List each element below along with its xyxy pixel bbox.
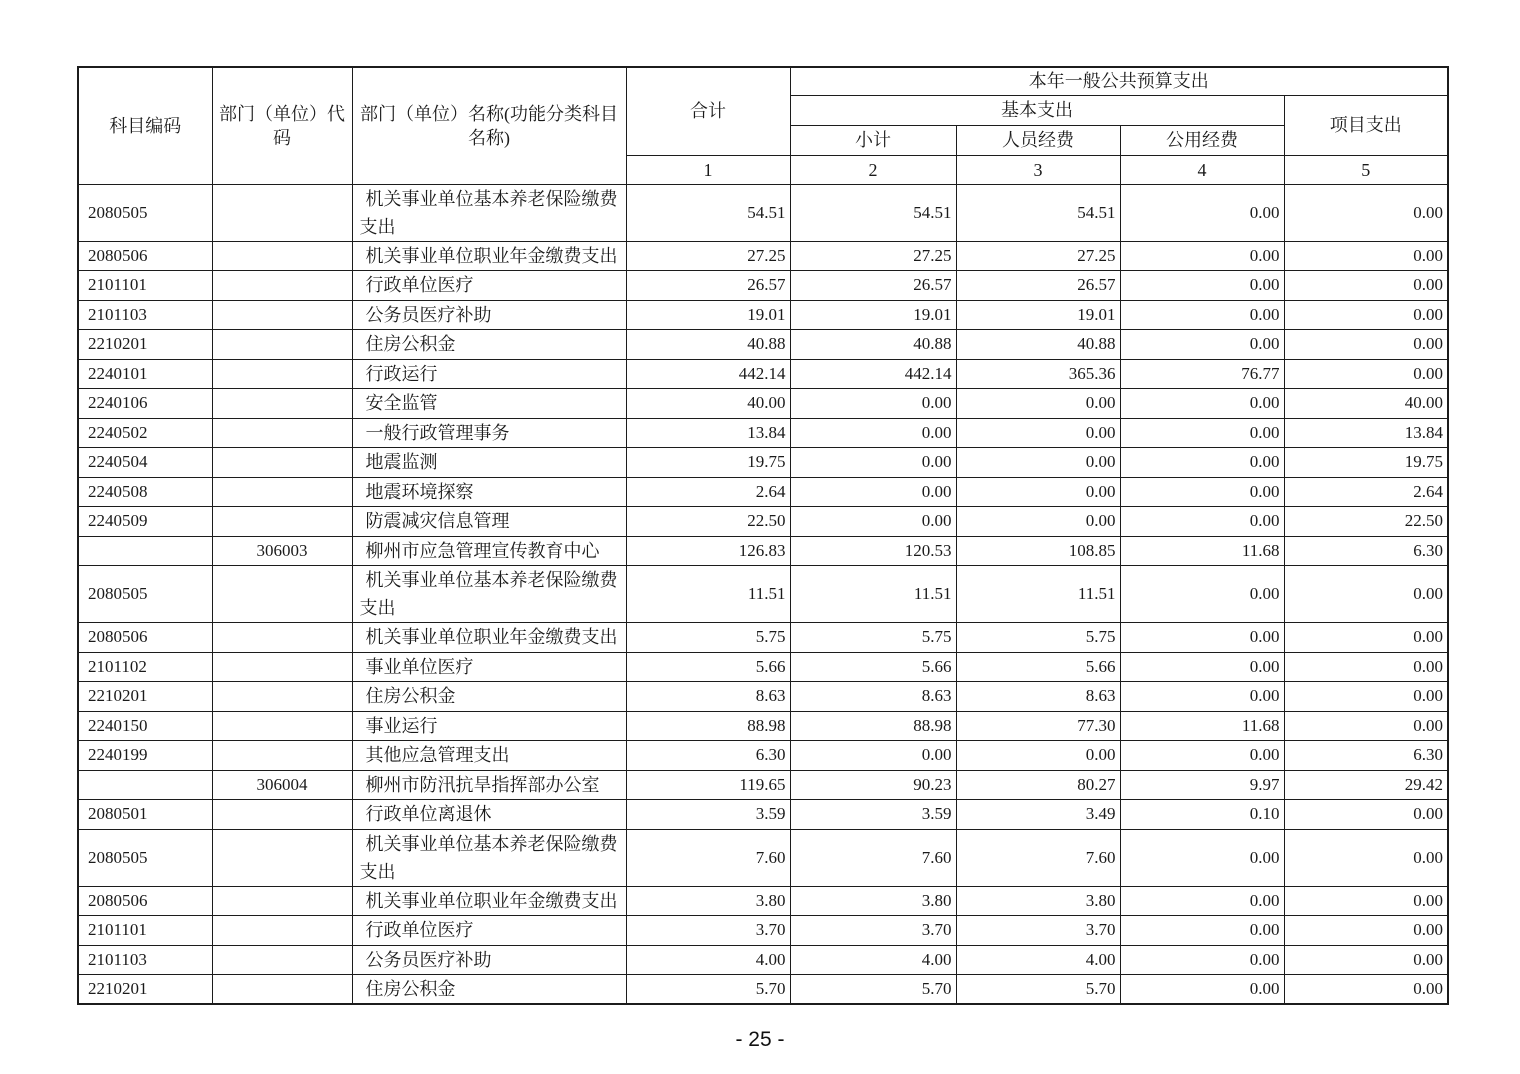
- public-funds-cell: 0.00: [1120, 507, 1284, 537]
- subject-code-cell: 2210201: [78, 330, 212, 360]
- total-cell: 26.57: [626, 271, 790, 301]
- total-cell: 119.65: [626, 770, 790, 800]
- subject-code-cell: 2240106: [78, 389, 212, 419]
- total-cell: 40.88: [626, 330, 790, 360]
- table-row: [78, 566, 1448, 623]
- subject-code-cell: 2240509: [78, 507, 212, 537]
- project-cell: 0.00: [1284, 886, 1448, 916]
- public-funds-cell: 0.00: [1120, 330, 1284, 360]
- dept-name-cell: 地震监测: [352, 448, 626, 478]
- project-cell: 0.00: [1284, 711, 1448, 741]
- personnel-cell: 77.30: [956, 711, 1120, 741]
- table-row: [78, 886, 1448, 916]
- header-col-number-4: 4: [1120, 155, 1284, 184]
- public-funds-cell: 0.00: [1120, 448, 1284, 478]
- dept-name-cell: 一般行政管理事务: [352, 418, 626, 448]
- subject-code-cell: 2210201: [78, 975, 212, 1005]
- table-row: [78, 359, 1448, 389]
- total-cell: 5.66: [626, 652, 790, 682]
- project-cell: 19.75: [1284, 448, 1448, 478]
- dept-name-cell: 机关事业单位职业年金缴费支出: [352, 241, 626, 271]
- subject-code-cell: [78, 536, 212, 566]
- personnel-cell: 5.70: [956, 975, 1120, 1005]
- total-cell: 6.30: [626, 741, 790, 771]
- personnel-cell: 3.80: [956, 886, 1120, 916]
- dept-name-cell: 住房公积金: [352, 682, 626, 712]
- project-cell: 0.00: [1284, 829, 1448, 886]
- dept-code-cell: [212, 566, 352, 623]
- header-subject-code: 科目编码: [78, 67, 212, 184]
- project-cell: 0.00: [1284, 184, 1448, 241]
- dept-name-cell: 行政单位离退休: [352, 800, 626, 830]
- public-funds-cell: 0.00: [1120, 682, 1284, 712]
- personnel-cell: 0.00: [956, 448, 1120, 478]
- personnel-cell: 3.70: [956, 916, 1120, 946]
- dept-name-cell: 安全监管: [352, 389, 626, 419]
- personnel-cell: 108.85: [956, 536, 1120, 566]
- table-row: [78, 536, 1448, 566]
- public-funds-cell: 0.00: [1120, 389, 1284, 419]
- total-cell: 7.60: [626, 829, 790, 886]
- personnel-cell: 0.00: [956, 507, 1120, 537]
- table-row: [78, 418, 1448, 448]
- dept-name-cell: 机关事业单位职业年金缴费支出: [352, 886, 626, 916]
- table-header: [78, 67, 1448, 184]
- public-funds-cell: 0.00: [1120, 271, 1284, 301]
- table-row: [78, 711, 1448, 741]
- total-cell: 5.70: [626, 975, 790, 1005]
- subject-code-cell: [78, 770, 212, 800]
- dept-name-cell: 行政运行: [352, 359, 626, 389]
- dept-code-cell: [212, 389, 352, 419]
- table-row: [78, 507, 1448, 537]
- dept-code-cell: [212, 829, 352, 886]
- subject-code-cell: 2101103: [78, 945, 212, 975]
- subtotal-cell: 26.57: [790, 271, 956, 301]
- total-cell: 3.80: [626, 886, 790, 916]
- project-cell: 29.42: [1284, 770, 1448, 800]
- subject-code-cell: 2080501: [78, 800, 212, 830]
- project-cell: 0.00: [1284, 652, 1448, 682]
- dept-name-cell: 柳州市防汛抗旱指挥部办公室: [352, 770, 626, 800]
- total-cell: 11.51: [626, 566, 790, 623]
- personnel-cell: 4.00: [956, 945, 1120, 975]
- personnel-cell: 3.49: [956, 800, 1120, 830]
- subtotal-cell: 3.80: [790, 886, 956, 916]
- personnel-cell: 80.27: [956, 770, 1120, 800]
- total-cell: 3.59: [626, 800, 790, 830]
- public-funds-cell: 11.68: [1120, 536, 1284, 566]
- dept-code-cell: [212, 652, 352, 682]
- total-cell: 27.25: [626, 241, 790, 271]
- dept-name-cell: 机关事业单位基本养老保险缴费支出: [352, 184, 626, 241]
- total-cell: 19.01: [626, 300, 790, 330]
- subtotal-cell: 40.88: [790, 330, 956, 360]
- public-funds-cell: 0.00: [1120, 241, 1284, 271]
- total-cell: 22.50: [626, 507, 790, 537]
- header-col-number-1: 1: [626, 155, 790, 184]
- dept-code-cell: 306004: [212, 770, 352, 800]
- project-cell: 2.64: [1284, 477, 1448, 507]
- table-row: [78, 800, 1448, 830]
- public-funds-cell: 76.77: [1120, 359, 1284, 389]
- dept-name-cell: 其他应急管理支出: [352, 741, 626, 771]
- dept-code-cell: [212, 682, 352, 712]
- subtotal-cell: 5.70: [790, 975, 956, 1005]
- personnel-cell: 26.57: [956, 271, 1120, 301]
- subject-code-cell: 2240504: [78, 448, 212, 478]
- project-cell: 0.00: [1284, 300, 1448, 330]
- header-row-1: [78, 67, 1448, 95]
- total-cell: 3.70: [626, 916, 790, 946]
- total-cell: 54.51: [626, 184, 790, 241]
- personnel-cell: 5.75: [956, 623, 1120, 653]
- personnel-cell: 0.00: [956, 418, 1120, 448]
- header-basic-group: 基本支出: [790, 95, 1284, 125]
- subtotal-cell: 3.59: [790, 800, 956, 830]
- header-personnel: 人员经费: [956, 125, 1120, 155]
- project-cell: 0.00: [1284, 566, 1448, 623]
- dept-name-cell: 行政单位医疗: [352, 916, 626, 946]
- table-row: [78, 945, 1448, 975]
- table-row: [78, 300, 1448, 330]
- subject-code-cell: 2240508: [78, 477, 212, 507]
- dept-code-cell: [212, 886, 352, 916]
- subtotal-cell: 19.01: [790, 300, 956, 330]
- dept-code-cell: [212, 916, 352, 946]
- public-funds-cell: 0.10: [1120, 800, 1284, 830]
- public-funds-cell: 0.00: [1120, 741, 1284, 771]
- table-body: [78, 184, 1448, 1004]
- project-cell: 0.00: [1284, 800, 1448, 830]
- personnel-cell: 8.63: [956, 682, 1120, 712]
- table-row: [78, 271, 1448, 301]
- table-row: [78, 829, 1448, 886]
- personnel-cell: 27.25: [956, 241, 1120, 271]
- header-budget-group: 本年一般公共预算支出: [790, 67, 1448, 95]
- total-cell: 4.00: [626, 945, 790, 975]
- dept-name-cell: 事业运行: [352, 711, 626, 741]
- dept-name-cell: 机关事业单位基本养老保险缴费支出: [352, 566, 626, 623]
- project-cell: 22.50: [1284, 507, 1448, 537]
- header-total: 合计: [626, 67, 790, 155]
- subject-code-cell: 2210201: [78, 682, 212, 712]
- public-funds-cell: 0.00: [1120, 477, 1284, 507]
- dept-name-cell: 住房公积金: [352, 975, 626, 1005]
- header-col-number-3: 3: [956, 155, 1120, 184]
- public-funds-cell: 0.00: [1120, 886, 1284, 916]
- dept-code-cell: [212, 945, 352, 975]
- dept-code-cell: [212, 507, 352, 537]
- project-cell: 0.00: [1284, 682, 1448, 712]
- public-funds-cell: 9.97: [1120, 770, 1284, 800]
- dept-code-cell: [212, 184, 352, 241]
- dept-code-cell: [212, 623, 352, 653]
- table-row: [78, 741, 1448, 771]
- project-cell: 0.00: [1284, 330, 1448, 360]
- dept-code-cell: [212, 241, 352, 271]
- project-cell: 40.00: [1284, 389, 1448, 419]
- subject-code-cell: 2080505: [78, 184, 212, 241]
- public-funds-cell: 0.00: [1120, 623, 1284, 653]
- public-funds-cell: 0.00: [1120, 945, 1284, 975]
- project-cell: 0.00: [1284, 945, 1448, 975]
- budget-table: [77, 66, 1449, 1005]
- public-funds-cell: 0.00: [1120, 916, 1284, 946]
- public-funds-cell: 11.68: [1120, 711, 1284, 741]
- dept-code-cell: [212, 741, 352, 771]
- dept-name-cell: 地震环境探察: [352, 477, 626, 507]
- total-cell: 2.64: [626, 477, 790, 507]
- table-row: [78, 623, 1448, 653]
- subject-code-cell: 2101101: [78, 271, 212, 301]
- public-funds-cell: 0.00: [1120, 418, 1284, 448]
- personnel-cell: 7.60: [956, 829, 1120, 886]
- header-col-number-2: 2: [790, 155, 956, 184]
- header-public: 公用经费: [1120, 125, 1284, 155]
- project-cell: 0.00: [1284, 241, 1448, 271]
- subject-code-cell: 2240502: [78, 418, 212, 448]
- subtotal-cell: 8.63: [790, 682, 956, 712]
- subtotal-cell: 0.00: [790, 507, 956, 537]
- header-col-number-5: 5: [1284, 155, 1448, 184]
- subtotal-cell: 0.00: [790, 477, 956, 507]
- subject-code-cell: 2080505: [78, 566, 212, 623]
- subtotal-cell: 442.14: [790, 359, 956, 389]
- public-funds-cell: 0.00: [1120, 975, 1284, 1005]
- dept-code-cell: [212, 448, 352, 478]
- dept-name-cell: 柳州市应急管理宣传教育中心: [352, 536, 626, 566]
- personnel-cell: 40.88: [956, 330, 1120, 360]
- total-cell: 40.00: [626, 389, 790, 419]
- subject-code-cell: 2101103: [78, 300, 212, 330]
- public-funds-cell: 0.00: [1120, 566, 1284, 623]
- subtotal-cell: 120.53: [790, 536, 956, 566]
- total-cell: 442.14: [626, 359, 790, 389]
- header-dept-name: 部门（单位）名称(功能分类科目名称): [352, 67, 626, 184]
- dept-code-cell: [212, 975, 352, 1005]
- subject-code-cell: 2080506: [78, 623, 212, 653]
- dept-name-cell: 事业单位医疗: [352, 652, 626, 682]
- page-number: - 25 -: [735, 1028, 785, 1051]
- total-cell: 13.84: [626, 418, 790, 448]
- subject-code-cell: 2080505: [78, 829, 212, 886]
- subtotal-cell: 11.51: [790, 566, 956, 623]
- public-funds-cell: 0.00: [1120, 184, 1284, 241]
- dept-code-cell: [212, 477, 352, 507]
- dept-code-cell: [212, 271, 352, 301]
- project-cell: 6.30: [1284, 536, 1448, 566]
- subtotal-cell: 0.00: [790, 448, 956, 478]
- table-row: [78, 652, 1448, 682]
- subtotal-cell: 88.98: [790, 711, 956, 741]
- project-cell: 0.00: [1284, 271, 1448, 301]
- personnel-cell: 5.66: [956, 652, 1120, 682]
- subtotal-cell: 90.23: [790, 770, 956, 800]
- personnel-cell: 0.00: [956, 389, 1120, 419]
- subtotal-cell: 5.66: [790, 652, 956, 682]
- dept-code-cell: [212, 418, 352, 448]
- subtotal-cell: 4.00: [790, 945, 956, 975]
- table-row: [78, 682, 1448, 712]
- public-funds-cell: 0.00: [1120, 300, 1284, 330]
- dept-name-cell: 机关事业单位职业年金缴费支出: [352, 623, 626, 653]
- project-cell: 13.84: [1284, 418, 1448, 448]
- table-row: [78, 184, 1448, 241]
- project-cell: 6.30: [1284, 741, 1448, 771]
- total-cell: 8.63: [626, 682, 790, 712]
- dept-name-cell: 机关事业单位基本养老保险缴费支出: [352, 829, 626, 886]
- subtotal-cell: 27.25: [790, 241, 956, 271]
- table-row: [78, 448, 1448, 478]
- dept-code-cell: [212, 330, 352, 360]
- total-cell: 126.83: [626, 536, 790, 566]
- personnel-cell: 19.01: [956, 300, 1120, 330]
- header-project: 项目支出: [1284, 95, 1448, 155]
- subtotal-cell: 7.60: [790, 829, 956, 886]
- table-row: [78, 770, 1448, 800]
- subject-code-cell: 2080506: [78, 241, 212, 271]
- dept-code-cell: [212, 300, 352, 330]
- personnel-cell: 0.00: [956, 477, 1120, 507]
- total-cell: 5.75: [626, 623, 790, 653]
- dept-code-cell: 306003: [212, 536, 352, 566]
- total-cell: 19.75: [626, 448, 790, 478]
- dept-name-cell: 住房公积金: [352, 330, 626, 360]
- header-dept-code: 部门（单位）代码: [212, 67, 352, 184]
- subject-code-cell: 2080506: [78, 886, 212, 916]
- subtotal-cell: 3.70: [790, 916, 956, 946]
- total-cell: 88.98: [626, 711, 790, 741]
- dept-name-cell: 公务员医疗补助: [352, 945, 626, 975]
- dept-name-cell: 行政单位医疗: [352, 271, 626, 301]
- subject-code-cell: 2101101: [78, 916, 212, 946]
- subject-code-cell: 2240150: [78, 711, 212, 741]
- table-row: [78, 477, 1448, 507]
- project-cell: 0.00: [1284, 359, 1448, 389]
- header-subtotal: 小计: [790, 125, 956, 155]
- table-row: [78, 975, 1448, 1005]
- subject-code-cell: 2240199: [78, 741, 212, 771]
- public-funds-cell: 0.00: [1120, 652, 1284, 682]
- personnel-cell: 11.51: [956, 566, 1120, 623]
- subtotal-cell: 0.00: [790, 389, 956, 419]
- subtotal-cell: 5.75: [790, 623, 956, 653]
- project-cell: 0.00: [1284, 916, 1448, 946]
- personnel-cell: 365.36: [956, 359, 1120, 389]
- subject-code-cell: 2101102: [78, 652, 212, 682]
- subtotal-cell: 0.00: [790, 418, 956, 448]
- dept-name-cell: 防震减灾信息管理: [352, 507, 626, 537]
- table-row: [78, 241, 1448, 271]
- project-cell: 0.00: [1284, 623, 1448, 653]
- table-row: [78, 330, 1448, 360]
- table-row: [78, 389, 1448, 419]
- dept-name-cell: 公务员医疗补助: [352, 300, 626, 330]
- personnel-cell: 54.51: [956, 184, 1120, 241]
- subject-code-cell: 2240101: [78, 359, 212, 389]
- dept-code-cell: [212, 711, 352, 741]
- subtotal-cell: 0.00: [790, 741, 956, 771]
- public-funds-cell: 0.00: [1120, 829, 1284, 886]
- dept-code-cell: [212, 800, 352, 830]
- subtotal-cell: 54.51: [790, 184, 956, 241]
- project-cell: 0.00: [1284, 975, 1448, 1005]
- table-row: [78, 916, 1448, 946]
- dept-code-cell: [212, 359, 352, 389]
- personnel-cell: 0.00: [956, 741, 1120, 771]
